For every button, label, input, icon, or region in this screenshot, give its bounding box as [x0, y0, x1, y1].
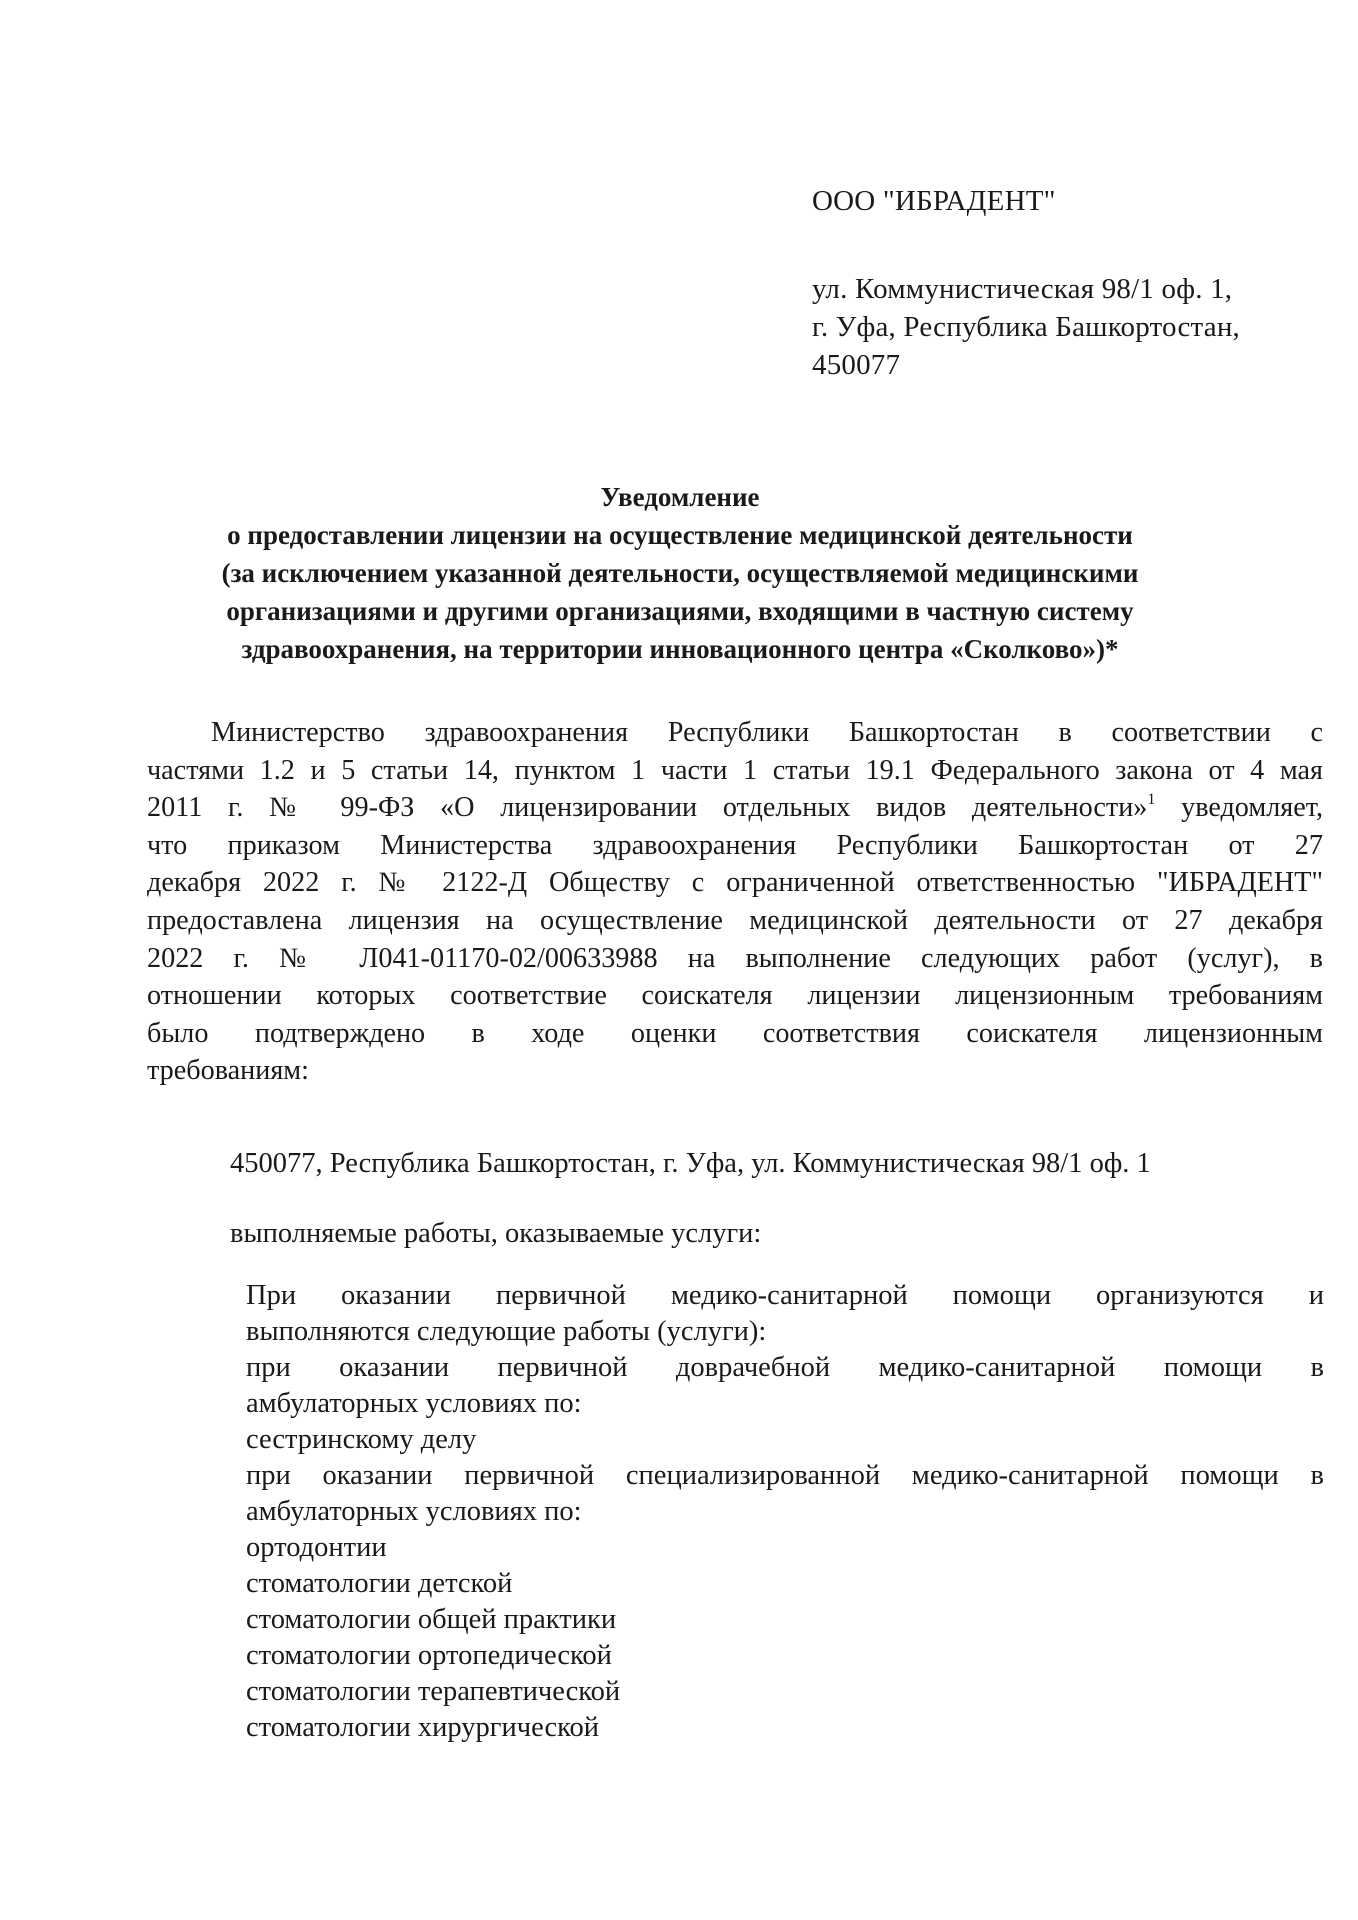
recipient-org-name: ООО "ИБРАДЕНТ": [812, 185, 1056, 217]
body-line: [147, 789, 1323, 827]
recipient-address-line: 450077: [812, 349, 901, 381]
body-line: Министерство здравоохранения Республики Башкортостан в соответствии с: [211, 717, 1323, 748]
recipient-address-line: ул. Коммунистическая 98/1 оф. 1,: [812, 273, 1233, 305]
service-item: стоматологии хирургической: [246, 1712, 599, 1743]
recipient-address-line: г. Уфа, Республика Башкортостан,: [812, 311, 1241, 343]
notice-title-line: организациями и другими организациями, входящими в частную систему: [226, 596, 1134, 626]
body-line: что приказом Министерства здравоохранения Республики Башкортостан от 27: [147, 829, 1323, 861]
body-line-text: 2011 г. № 99-ФЗ «О лицензировании отдельных видов деятельности»: [147, 792, 1148, 824]
services-list: [246, 1278, 1324, 1746]
services-group-heading: амбулаторных условиях по:: [246, 1388, 582, 1419]
service-item: стоматологии ортопедической: [246, 1640, 612, 1671]
body-line: 2022 г. № Л041-01170-02/00633988 на выполнение следующих работ (услуг), в: [147, 942, 1323, 974]
notice-body-paragraph: [147, 714, 1323, 1090]
body-line: отношении которых соответствие соискателя лицензии лицензионным требованиям: [147, 980, 1323, 1012]
body-line: требованиям:: [147, 1055, 309, 1087]
works-label: выполняемые работы, оказываемые услуги:: [230, 1218, 762, 1249]
notice-heading: Уведомление: [600, 482, 760, 512]
body-line: декабря 2022 г. № 2122-Д Обществу с ограниченной ответственностью "ИБРАДЕНТ": [147, 867, 1323, 899]
body-line: было подтверждено в ходе оценки соответствия соискателя лицензионным: [147, 1017, 1323, 1049]
services-group-heading: при оказании первичной доврачебной медико-санитарной помощи в: [246, 1352, 1324, 1383]
body-line-text: уведомляет,: [1181, 792, 1323, 824]
footnote-mark: 1: [1147, 791, 1156, 809]
activity-address: 450077, Республика Башкортостан, г. Уфа, ул. Коммунистическая 98/1 оф. 1: [230, 1148, 1151, 1179]
recipient-block: [812, 182, 1240, 384]
body-line: предоставлена лицензия на осуществление медицинской деятельности от 27 декабря: [147, 904, 1323, 936]
service-item: стоматологии терапевтической: [246, 1676, 621, 1707]
service-item: сестринскому делу: [246, 1424, 477, 1455]
services-group-heading: амбулаторных условиях по:: [246, 1496, 582, 1527]
service-item: стоматологии общей практики: [246, 1604, 617, 1635]
notice-title-line: (за исключением указанной деятельности, осуществляемой медицинскими: [221, 558, 1139, 588]
notice-title: [180, 478, 1180, 668]
body-line: частями 1.2 и 5 статьи 14, пунктом 1 части 1 статьи 19.1 Федерального закона от 4 мая: [147, 754, 1323, 786]
service-item: стоматологии детской: [246, 1568, 513, 1599]
services-intro-line: При оказании первичной медико-санитарной помощи организуются и: [246, 1280, 1324, 1311]
notice-title-line: здравоохранения, на территории инновационного центра «Сколково»)*: [241, 634, 1119, 664]
services-intro-line: выполняются следующие работы (услуги):: [246, 1316, 767, 1347]
services-group-heading: при оказании первичной специализированной медико-санитарной помощи в: [246, 1460, 1324, 1491]
service-item: ортодонтии: [246, 1532, 387, 1563]
notice-title-line: о предоставлении лицензии на осуществление медицинской деятельности: [227, 520, 1133, 550]
